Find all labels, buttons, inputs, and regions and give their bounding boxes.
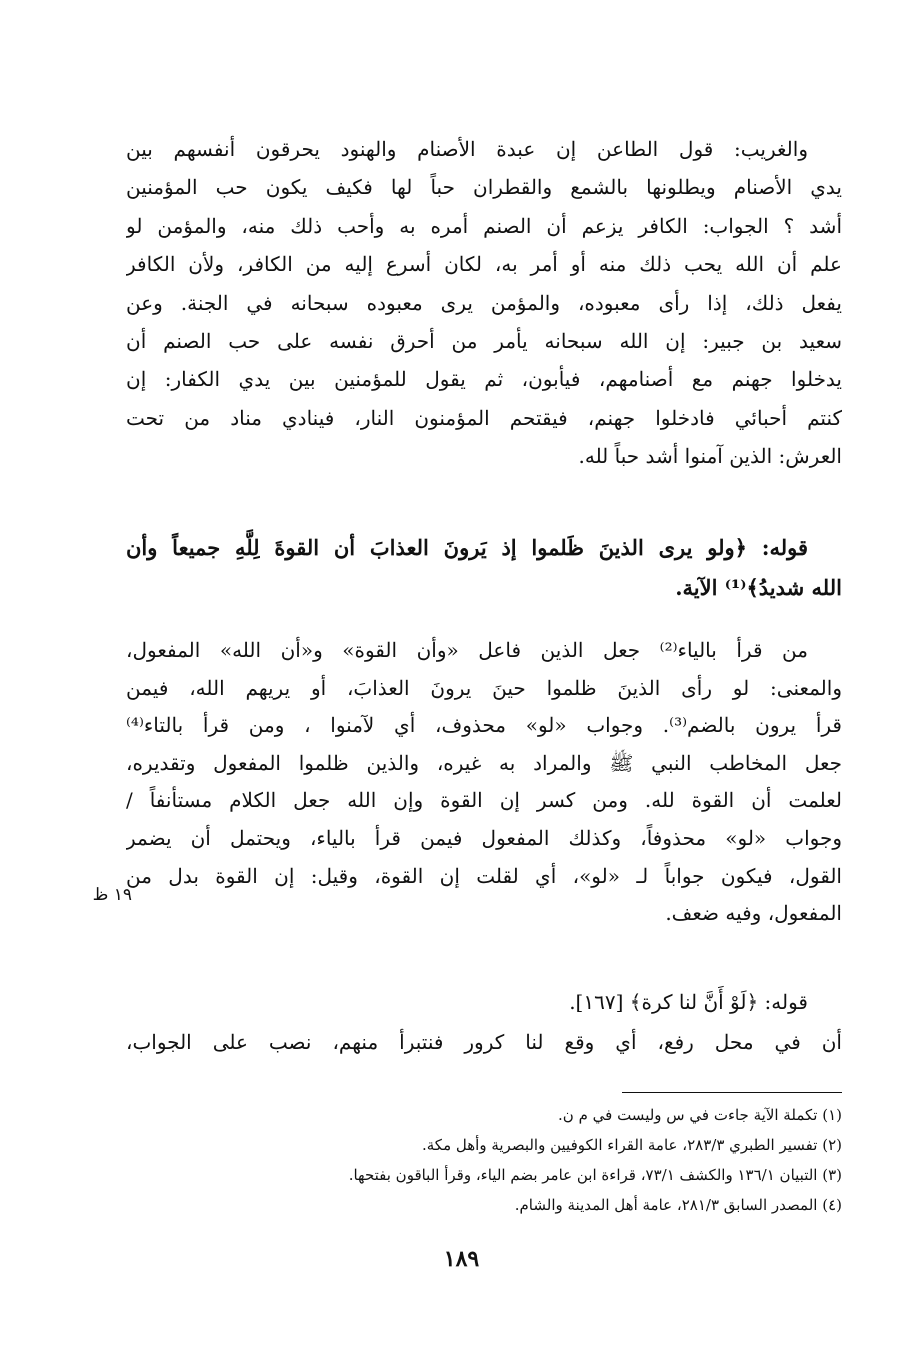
text-line: قرأ يرون بالضم⁽³⁾. وجواب «لو» محذوف، أي لآمنوا ، ومن قرأ بالتاء⁽⁴⁾ — [126, 713, 842, 738]
footnote: (١) تكملة الآية جاءت في س وليست في م ن. — [558, 1106, 842, 1124]
text-line: أشد ؟ الجواب: الكافر يزعم أن الصنم أمره به وأحب ذلك منه، والمؤمن لو — [126, 213, 842, 238]
text-line: وجواب «لو» محذوفاً، وكذلك المفعول فيمن قرأ بالياء، ويحتمل أن يضمر — [126, 825, 842, 850]
footnote: (٤) المصدر السابق ٢٨١/٣، عامة أهل المدينة والشام. — [514, 1196, 842, 1214]
text-line: العرش: الذين آمنوا أشد حباً لله. — [578, 444, 842, 469]
paragraph-readings — [126, 632, 842, 933]
text-line: علم أن الله يحب ذلك منه أو أمر به، لكان أسرع إليه من الكافر، ولأن الكافر — [126, 252, 842, 277]
text-line: والغريب: قول الطاعن إن عبدة الأصنام والهنود يحرقون أنفسهم بين — [126, 137, 808, 161]
text-line: القول، فيكون جواباً لـ «لو»، أي لقلت إن القوة، وقيل: إن القوة بدل من — [126, 863, 842, 888]
paragraph-verse-167 — [126, 982, 842, 1062]
text-line: أن في محل رفع، أي وقع لنا كرور فنتبرأ منهم، نصب على الجواب، — [126, 1030, 842, 1054]
manuscript-folio-marker: ١٩ ظ — [92, 885, 132, 905]
footnotes — [126, 1100, 842, 1220]
footnote-divider — [622, 1092, 842, 1093]
text-line: سعيد بن جبير: إن الله سبحانه يأمر من أحرق نفسه على حب الصنم أن — [126, 329, 842, 354]
paragraph-objection — [126, 130, 842, 476]
footnote: (٢) تفسير الطبري ٢٨٣/٣، عامة القراء الكوفيين والبصرية وأهل مكة. — [421, 1136, 842, 1154]
footnote: (٣) التبيان ١٣٦/١ والكشف ٧٣/١، قراءة ابن عامر بضم الياء، وقرأ الباقون بفتحها. — [348, 1166, 842, 1184]
text-line: جعل المخاطب النبي ﷺ والمراد به غيره، والذين ظلموا المفعول وتقديره، — [126, 750, 842, 775]
text-line: كنتم أحبائي فادخلوا جهنم، فيقتحم المؤمنون النار، فينادي مناد من تحت — [126, 405, 842, 430]
text-line: يدي الأصنام ويطلونها بالشمع والقطران حباً لها فكيف يكون حب المؤمنين — [126, 175, 842, 200]
paragraph-verse-quote — [126, 528, 842, 608]
text-line: الله شديدُ﴾⁽¹⁾ الآية. — [675, 575, 842, 600]
text-line: قوله: ﴿لَوْ أَنَّ لنا كرة﴾ [١٦٧]. — [569, 990, 808, 1014]
text-line: والمعنى: لو رأى الذينَ ظلموا حينَ يرونَ العذابَ، أو يريهم الله، فيمن — [126, 675, 842, 700]
text-line: المفعول، وفيه ضعف. — [665, 901, 842, 926]
text-line: يفعل ذلك، إذا رأى معبوده، والمؤمن يرى معبوده سبحانه في الجنة. وعن — [126, 290, 842, 315]
text-line: لعلمت أن القوة لله. ومن كسر إن القوة وإن الله جعل الكلام مستأنفاً / — [126, 788, 842, 813]
text-line: من قرأ بالياء⁽²⁾ جعل الذين فاعل «وأن القوة» و«أن الله» المفعول، — [126, 638, 808, 662]
text-line: قوله: ﴿ولو يرى الذينَ ظَلموا إذ يَرونَ العذابَ أن القوةَ لِلَّهِ جميعاً وأن — [126, 535, 808, 560]
text-line: يدخلوا جهنم مع أصنامهم، فيأبون، ثم يقول للمؤمنين بين يدي الكفار: إن — [126, 367, 842, 392]
page-number: ١٨٩ — [443, 1246, 480, 1272]
